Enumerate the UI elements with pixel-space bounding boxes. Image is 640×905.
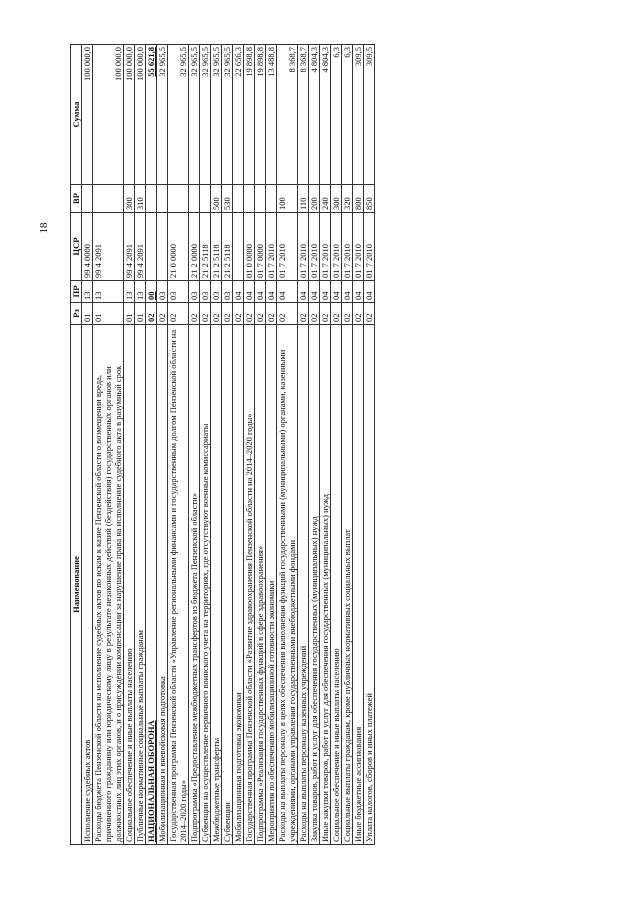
- row-csr: 21 2 5118: [222, 213, 233, 281]
- row-pr: 13: [135, 281, 146, 303]
- row-csr: 21 0 0000: [168, 213, 189, 281]
- row-csr: 01 7 0000: [255, 213, 266, 281]
- row-vr: 110: [298, 185, 309, 213]
- row-name: Социальные выплаты гражданам, кроме публичных нормативных социальных выплат: [342, 325, 353, 845]
- row-rz: 02: [211, 303, 222, 325]
- row-pr: 04: [331, 281, 342, 303]
- row-csr: 01 7 2010: [342, 213, 353, 281]
- row-sum: 55 621,8: [146, 45, 157, 185]
- row-rz: 02: [146, 303, 157, 325]
- table-row: [222, 45, 233, 845]
- row-rz: 02: [189, 303, 200, 325]
- table-row: [200, 45, 211, 845]
- row-csr: 01 7 2010: [309, 213, 320, 281]
- row-csr: 01 7 2010: [364, 213, 375, 281]
- row-vr: [146, 185, 157, 213]
- row-name: Подпрограмма «Предоставление межбюджетных трансфертов из бюджета Пензенской области»: [189, 325, 200, 845]
- table-row: [82, 45, 93, 845]
- row-rz: 02: [298, 303, 309, 325]
- row-name: Расходы на выплаты персоналу казенных учреждений: [298, 325, 309, 845]
- row-sum: 100 000,0: [124, 45, 135, 185]
- row-sum: 32 965,5: [168, 45, 189, 185]
- row-rz: 02: [331, 303, 342, 325]
- row-csr: [233, 213, 244, 281]
- row-rz: 02: [277, 303, 298, 325]
- table-row: [255, 45, 266, 845]
- table-row: [331, 45, 342, 845]
- row-pr: 04: [309, 281, 320, 303]
- row-vr: [266, 185, 277, 213]
- rotated-page: [70, 45, 620, 845]
- row-pr: 04: [233, 281, 244, 303]
- row-vr: [244, 185, 255, 213]
- row-pr: 03: [157, 281, 168, 303]
- row-pr: 03: [211, 281, 222, 303]
- row-rz: 01: [124, 303, 135, 325]
- row-name: Закупка товаров, работ и услуг для обеспечения государственных (муниципальных) нужд: [309, 325, 320, 845]
- row-name: Расходы бюджета Пензенской области на исполнение судебных актов по искам к казне Пензенской области о возмещении вреда, причиненного гражданину или юридическому лицу в результате незаконных действий (бездействия) государственных органов или должностных лиц этих органов, и о присуждении компенсации за нарушение права на исполнение судебного акта в разумный срок: [93, 325, 124, 845]
- row-csr: [146, 213, 157, 281]
- table-row: [146, 45, 157, 845]
- row-rz: 01: [93, 303, 124, 325]
- row-sum: 100 000,0: [82, 45, 93, 185]
- row-vr: 800: [353, 185, 364, 213]
- table-row: [124, 45, 135, 845]
- row-rz: 02: [168, 303, 189, 325]
- header-csr: ЦСР: [71, 213, 82, 281]
- row-vr: [157, 185, 168, 213]
- table-row: [342, 45, 353, 845]
- header-pr: ПР: [71, 281, 82, 303]
- table-row: [266, 45, 277, 845]
- row-vr: 310: [135, 185, 146, 213]
- row-vr: 530: [222, 185, 233, 213]
- row-sum: 32 965,5: [189, 45, 200, 185]
- row-pr: 03: [168, 281, 189, 303]
- row-sum: 6,3: [342, 45, 353, 185]
- row-name: Субвенции на осуществление первичного воинского учета на территориях, где отсутствуют военные комиссариаты: [200, 325, 211, 845]
- row-rz: 02: [342, 303, 353, 325]
- row-pr: 04: [353, 281, 364, 303]
- row-vr: 100: [277, 185, 298, 213]
- row-sum: 4 804,3: [320, 45, 331, 185]
- table-row: [189, 45, 200, 845]
- row-sum: 19 898,8: [244, 45, 255, 185]
- row-csr: 21 2 5118: [211, 213, 222, 281]
- row-csr: [157, 213, 168, 281]
- row-rz: 02: [233, 303, 244, 325]
- row-vr: 240: [320, 185, 331, 213]
- row-csr: 99 4 0000: [82, 213, 93, 281]
- row-sum: 100 000,0: [135, 45, 146, 185]
- row-csr: 99 4 2091: [93, 213, 124, 281]
- row-name: Иные закупки товаров, работ и услуг для обеспечения государственных (муниципальных) нужд: [320, 325, 331, 845]
- row-rz: 02: [309, 303, 320, 325]
- row-sum: 8 368,7: [298, 45, 309, 185]
- row-csr: 21 2 5118: [200, 213, 211, 281]
- table-row: [320, 45, 331, 845]
- table-row: [364, 45, 375, 845]
- row-pr: 13: [93, 281, 124, 303]
- row-rz: 02: [157, 303, 168, 325]
- row-sum: 19 898,8: [255, 45, 266, 185]
- row-vr: 850: [364, 185, 375, 213]
- row-csr: 99 4 2091: [135, 213, 146, 281]
- row-sum: 100 000,0: [93, 45, 124, 185]
- row-name: Межбюджетные трансферты: [211, 325, 222, 845]
- row-sum: 6,3: [331, 45, 342, 185]
- row-csr: 01 7 2010: [277, 213, 298, 281]
- row-vr: 320: [342, 185, 353, 213]
- row-sum: 32 965,5: [211, 45, 222, 185]
- row-pr: 04: [255, 281, 266, 303]
- header-name: Наименование: [71, 325, 82, 845]
- row-name: Субвенции: [222, 325, 233, 845]
- row-pr: 04: [244, 281, 255, 303]
- row-vr: 200: [309, 185, 320, 213]
- header-vr: ВР: [71, 185, 82, 213]
- row-pr: 13: [124, 281, 135, 303]
- row-sum: 32 965,5: [157, 45, 168, 185]
- row-csr: 99 4 2091: [124, 213, 135, 281]
- table-row: [298, 45, 309, 845]
- row-rz: 02: [320, 303, 331, 325]
- row-csr: 01 7 2010: [331, 213, 342, 281]
- row-name: Иные бюджетные ассигнования: [353, 325, 364, 845]
- row-name: Мобилизационная и вневойсковая подготовка: [157, 325, 168, 845]
- row-pr: 04: [266, 281, 277, 303]
- row-vr: 300: [124, 185, 135, 213]
- row-pr: 03: [200, 281, 211, 303]
- table-row: [244, 45, 255, 845]
- row-name: Государственная программа Пензенской области «Развитие здравоохранения Пензенской области на 2014–2020 годы»: [244, 325, 255, 845]
- row-vr: [233, 185, 244, 213]
- table-row: [168, 45, 189, 845]
- table-row: [211, 45, 222, 845]
- row-pr: 13: [82, 281, 93, 303]
- table-row: [233, 45, 244, 845]
- row-vr: [82, 185, 93, 213]
- row-csr: 01 7 2010: [320, 213, 331, 281]
- row-csr: 01 7 2010: [266, 213, 277, 281]
- row-name: Мероприятия по обеспечению мобилизационной готовности экономики: [266, 325, 277, 845]
- row-pr: 00: [146, 281, 157, 303]
- row-rz: 02: [255, 303, 266, 325]
- row-rz: 02: [353, 303, 364, 325]
- row-sum: 309,5: [364, 45, 375, 185]
- row-name: Расходы на выплаты персоналу в целях обеспечения выполнения функций государственными (муниципальными) органами, казенными учреждениями, органами управления государственными внебюджетными фондами: [277, 325, 298, 845]
- row-pr: 04: [298, 281, 309, 303]
- table-header-row: [71, 45, 82, 845]
- row-sum: 22 656,3: [233, 45, 244, 185]
- header-rz: Рз: [71, 303, 82, 325]
- row-vr: [168, 185, 189, 213]
- table-row: [135, 45, 146, 845]
- row-name: Публичные нормативные социальные выплаты гражданам: [135, 325, 146, 845]
- row-sum: 13 488,8: [266, 45, 277, 185]
- row-name: Подпрограмма «Реализация государственных функций в сфере здравоохранения»: [255, 325, 266, 845]
- row-pr: 03: [189, 281, 200, 303]
- row-sum: 4 804,3: [309, 45, 320, 185]
- page-number: 18: [38, 222, 50, 234]
- row-name: НАЦИОНАЛЬНАЯ ОБОРОНА: [146, 325, 157, 845]
- header-sum: Сумма: [71, 45, 82, 185]
- row-pr: 04: [320, 281, 331, 303]
- row-rz: 02: [364, 303, 375, 325]
- row-vr: [255, 185, 266, 213]
- row-rz: 02: [222, 303, 233, 325]
- row-rz: 02: [244, 303, 255, 325]
- row-sum: 8 368,7: [277, 45, 298, 185]
- row-vr: 300: [331, 185, 342, 213]
- row-vr: [93, 185, 124, 213]
- row-sum: 32 965,5: [200, 45, 211, 185]
- table-row: [353, 45, 364, 845]
- row-rz: 01: [135, 303, 146, 325]
- row-name: Исполнение судебных актов: [82, 325, 93, 845]
- row-vr: [189, 185, 200, 213]
- row-pr: 04: [277, 281, 298, 303]
- row-pr: 03: [222, 281, 233, 303]
- row-csr: 01 0 0000: [244, 213, 255, 281]
- row-name: Мобилизационная подготовка экономики: [233, 325, 244, 845]
- table-row: [93, 45, 124, 845]
- row-pr: 04: [342, 281, 353, 303]
- row-name: Социальное обеспечение и иные выплаты населению: [124, 325, 135, 845]
- table-row: [309, 45, 320, 845]
- row-name: Социальное обеспечение и иные выплаты населению: [331, 325, 342, 845]
- table-row: [157, 45, 168, 845]
- row-sum: 32 965,5: [222, 45, 233, 185]
- row-sum: 309,5: [353, 45, 364, 185]
- row-name: Уплата налогов, сборов и иных платежей: [364, 325, 375, 845]
- row-vr: 500: [211, 185, 222, 213]
- row-rz: 02: [266, 303, 277, 325]
- row-vr: [200, 185, 211, 213]
- row-pr: 04: [364, 281, 375, 303]
- budget-table: [70, 44, 375, 845]
- row-csr: 21 2 0000: [189, 213, 200, 281]
- row-rz: 01: [82, 303, 93, 325]
- row-csr: 01 7 2010: [298, 213, 309, 281]
- table-row: [277, 45, 298, 845]
- row-name: Государственная программа Пензенской области «Управление региональными финансами и государственным долгом Пензенской области на 2014–2020 годы»: [168, 325, 189, 845]
- row-rz: 02: [200, 303, 211, 325]
- row-csr: 01 7 2010: [353, 213, 364, 281]
